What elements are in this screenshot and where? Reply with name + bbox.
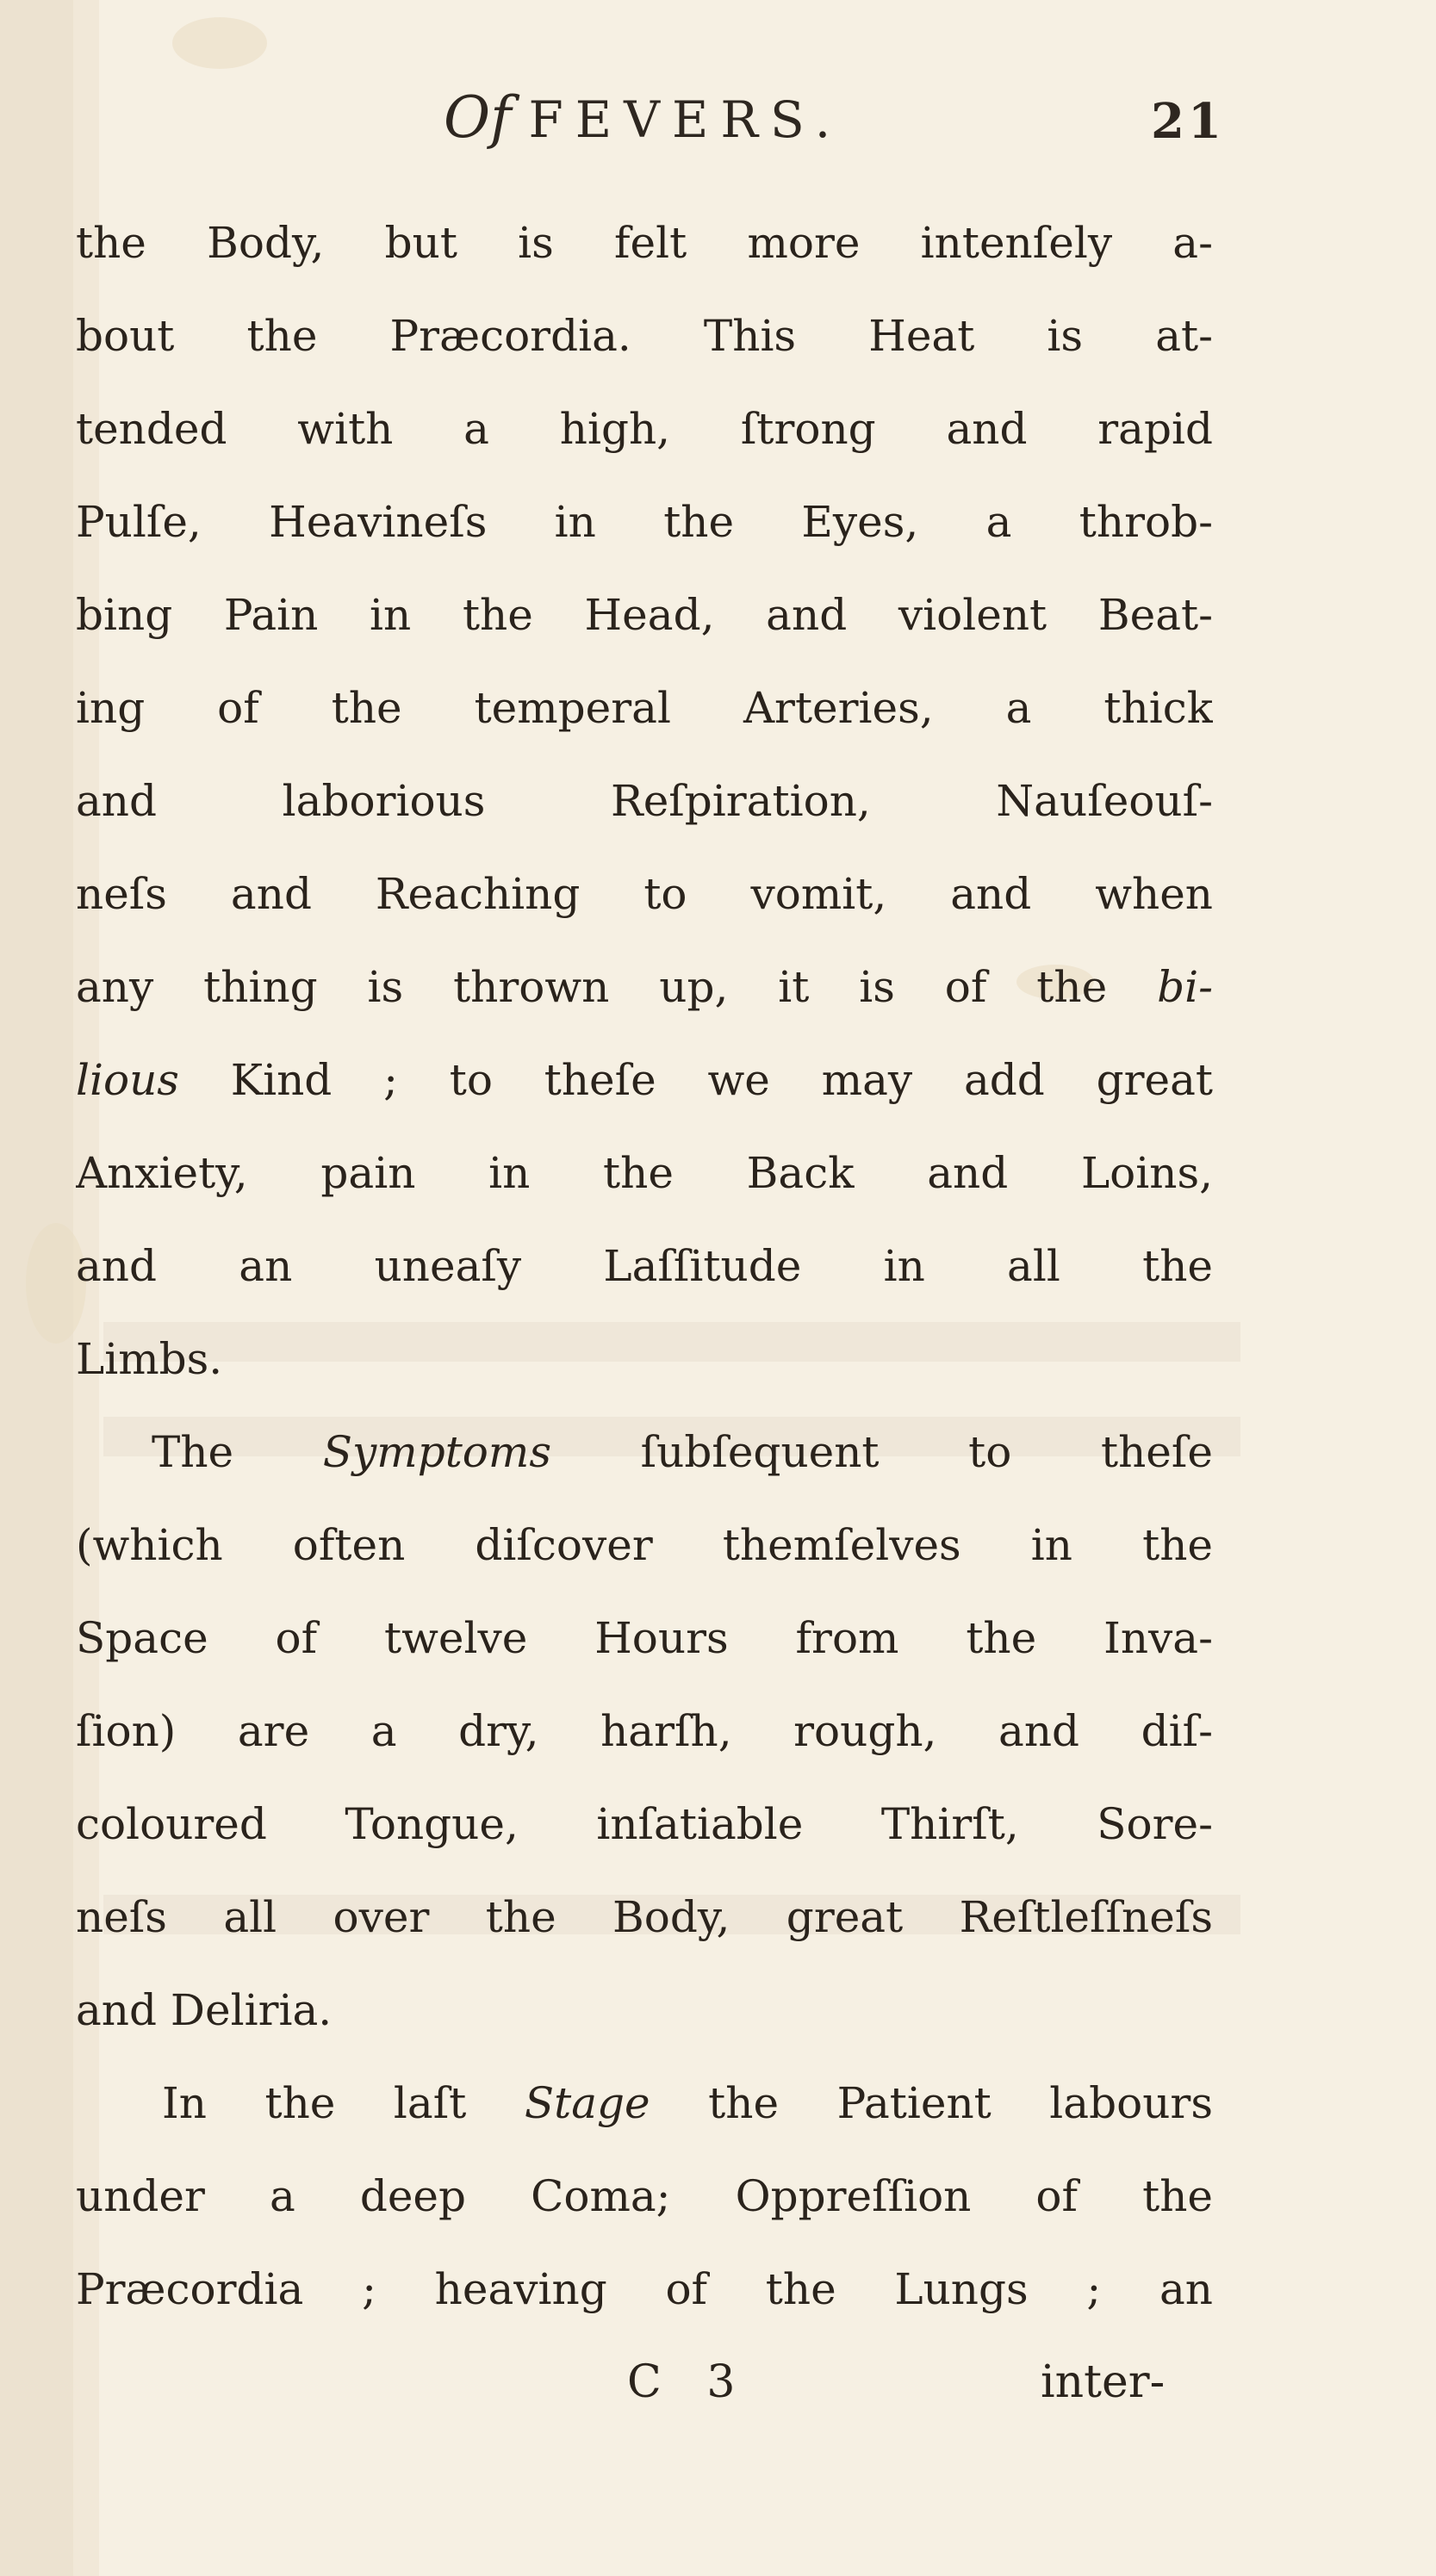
body-text bbox=[76, 196, 1213, 2336]
catchword: inter- bbox=[1041, 2356, 1166, 2408]
page-footer bbox=[0, 2341, 1436, 2436]
page-number: 21 bbox=[1151, 93, 1225, 150]
running-title bbox=[444, 84, 842, 151]
text-line: coloured Tongue, inſatiable Thirſt, Sore- bbox=[76, 1799, 1213, 1849]
text-line: and an uneaſy Laſſitude in all the bbox=[76, 1241, 1213, 1291]
text-line bbox=[76, 2057, 1213, 2150]
text-line: Præcordia ; heaving of the Lungs ; an bbox=[76, 2264, 1213, 2314]
text-line: bout the Præcordia. This Heat is at- bbox=[76, 311, 1213, 361]
text-line: under a deep Coma; Oppreſſion of the bbox=[76, 2171, 1213, 2221]
italic-word: lious bbox=[76, 1055, 179, 1105]
text-line bbox=[76, 940, 1213, 1034]
text-line: and Deliria. bbox=[76, 1985, 333, 2035]
text-line: Space of twelve Hours from the Inva- bbox=[76, 1613, 1213, 1663]
text-line: and laborious Reſpiration, Nauſeouſ- bbox=[76, 776, 1213, 826]
text-segment: any thing is thrown up, it is of the bbox=[76, 962, 1108, 1012]
text-segment: Kind ; to theſe we may add great bbox=[230, 1055, 1213, 1105]
text-line: neſs and Reaching to vomit, and when bbox=[76, 869, 1213, 919]
text-line: bing Pain in the Head, and violent Beat- bbox=[76, 590, 1213, 640]
text-line bbox=[76, 1034, 1213, 1127]
foxing-stain bbox=[172, 17, 267, 69]
running-title-of: Of bbox=[444, 84, 512, 151]
text-line: ſion) are a dry, harſh, rough, and diſ- bbox=[76, 1706, 1213, 1756]
italic-word: Symptoms bbox=[322, 1427, 551, 1477]
text-line: Pulſe, Heavineſs in the Eyes, a throb- bbox=[76, 497, 1213, 547]
text-line: ing of the temperal Arteries, a thick bbox=[76, 683, 1213, 733]
text-line: Anxiety, pain in the Back and Loins, bbox=[76, 1148, 1213, 1198]
text-segment: ſubſequent to theſe bbox=[640, 1427, 1213, 1477]
text-line: the Body, but is felt more intenſely a- bbox=[76, 218, 1213, 268]
text-line: (which often diſcover themſelves in the bbox=[76, 1520, 1213, 1570]
running-title-main: FEVERS. bbox=[528, 90, 843, 149]
italic-word: bi- bbox=[1157, 962, 1213, 1012]
text-line: Limbs. bbox=[76, 1334, 223, 1384]
running-head bbox=[0, 84, 1436, 188]
text-segment: the Patient labours bbox=[708, 2078, 1213, 2128]
signature-mark: C 3 bbox=[627, 2356, 751, 2408]
text-segment: In the laſt bbox=[162, 2078, 467, 2128]
text-line: neſs all over the Body, great Reſtleſſneſs bbox=[76, 1892, 1213, 1942]
text-line: tended with a high, ſtrong and rapid bbox=[76, 404, 1213, 454]
italic-word: Stage bbox=[524, 2078, 650, 2128]
text-segment: The bbox=[152, 1427, 234, 1477]
text-line bbox=[76, 1406, 1213, 1499]
